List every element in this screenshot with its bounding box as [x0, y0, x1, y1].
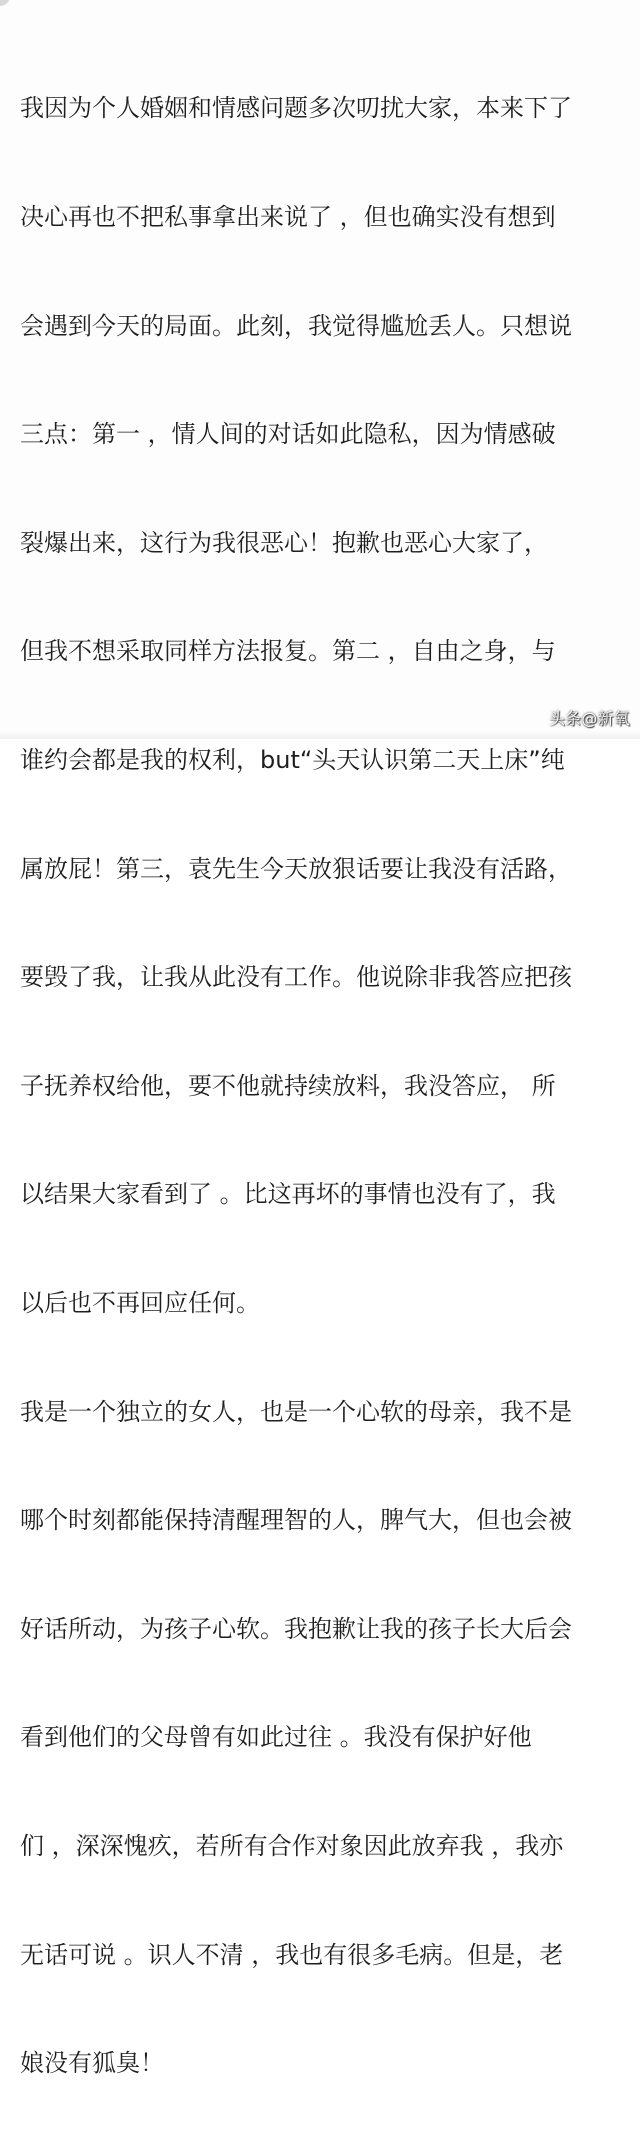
watermark: 头条@新氧: [548, 709, 630, 728]
post-text-line: 娘没有狐臭！: [20, 2049, 164, 2078]
post-text-line: 属放屁！第三，袁先生今天放狠话要让我没有活路，: [20, 854, 572, 883]
post-text-line: 以结果大家看到了 。比这再坏的事情也没有了，我: [20, 1180, 556, 1209]
post-text-line: 三点：第一 ，情人间的对话如此隐私，因为情感破: [20, 420, 556, 449]
post-text-line: 要毁了我，让我从此没有工作。他说除非我答应把孩: [20, 963, 572, 992]
post-text-line: 看到他们的父母曾有如此过往 。我没有保护好他: [20, 1723, 532, 1752]
post-text-line: 好话所动，为孩子心软。我抱歉让我的孩子长大后会: [20, 1614, 572, 1643]
cropped-next-line: [0, 731, 640, 739]
post-text-line: 我因为个人婚姻和情感问题多次叨扰大家，本来下了: [20, 94, 572, 123]
post-text-line: 我是一个独立的女人，也是一个心软的母亲，我不是: [20, 1397, 572, 1426]
post-text-line: 无话可说 。识人不清 ，我也有很多毛病。但是，老: [20, 1940, 564, 1969]
post-text-line: 子抚养权给他，要不他就持续放料，我没答应， 所: [20, 1071, 556, 1100]
post-text-line: 会遇到今天的局面。此刻，我觉得尴尬丢人。只想说: [20, 311, 572, 340]
post-text-line: 决心再也不把私事拿出来说了 ，但也确实没有想到: [20, 203, 556, 231]
post-text-line: 但我不想采取同样方法报复。第二 ，自由之身，与: [20, 637, 556, 666]
post-text-line: 哪个时刻都能保持清醒理智的人，脾气大，但也会被: [20, 1506, 572, 1535]
post-text-line: 谁约会都是我的权利，but“头天认识第二天上床”纯: [20, 745, 565, 774]
post-text-line: 们 ，深深愧疚，若所有合作对象因此放弃我 ，我亦: [20, 1831, 564, 1860]
avatar: [0, 0, 10, 6]
post-text-line: 裂爆出来，这行为我很恶心！抱歉也恶心大家了，: [20, 528, 548, 557]
post-text-line: 以后也不再回应任何。: [20, 1288, 260, 1317]
post-text: [20, 18, 624, 2154]
